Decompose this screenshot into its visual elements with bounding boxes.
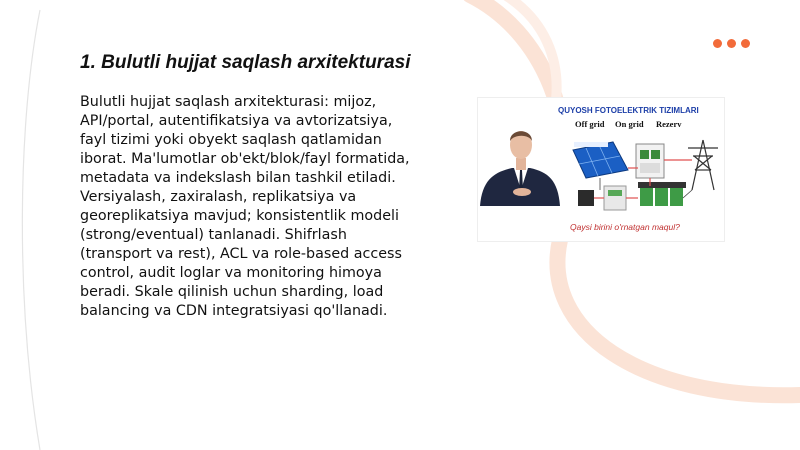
slide-title: 1. Bulutli hujjat saqlash arxitekturasi [80,52,411,73]
slide-body-text: Bulutli hujjat saqlash arxitekturasi: mijoz, API/portal, autentifikatsiya va avtorizatsiya, fayl tizimi yoki obyekt saqlash qatlamidan iborat. Ma'lumotlar ob'ekt/blok/fayl formatida, metadata va indekslash bilan tashkil etiladi. Versiyalash, zaxiralash, replikatsiya va georeplikatsiya mavjud; konsistentlik modeli (strong/eventual) tanlanadi. Shifrlash (transport va rest), ACL va role-based access control, audit loglar va monitoring himoya beradi. Skale qilinish uchun sharding, load balancing va CDN integratsiyasi qo'llanadi. [80,94,410,319]
label-on-grid: On grid [615,119,644,129]
presenter-figure-icon [480,131,560,206]
thumbnail-question: Qaysi birini o'rnatgan maqul? [570,222,680,232]
dot [741,39,750,48]
arc-left-line [22,10,40,450]
battery-icon [638,182,686,206]
label-rezerv: Rezerv [656,119,682,129]
dot [727,39,736,48]
label-off-grid: Off grid [575,119,605,129]
video-thumbnail[interactable] [478,98,724,241]
menu-dots-icon[interactable] [713,39,750,48]
thumbnail-title: QUYOSH FOTOELEKTRIK TIZIMLARI [558,106,699,115]
solar-panel-icon [573,142,628,178]
dot [713,39,722,48]
power-tower-icon [688,140,718,190]
